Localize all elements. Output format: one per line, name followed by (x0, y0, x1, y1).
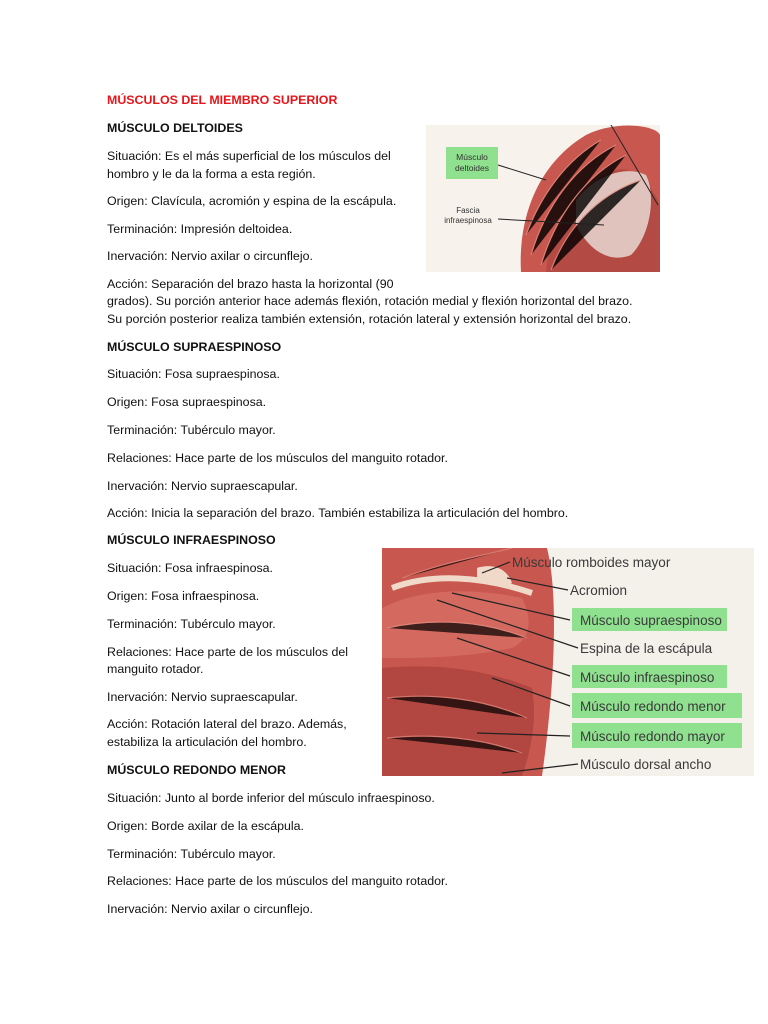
label-fascia-line2: infraespinosa (444, 216, 492, 225)
label-fascia-line1: Fascia (456, 206, 480, 215)
section-heading-infraespinoso: MÚSCULO INFRAESPINOSO (107, 533, 276, 547)
deltoides-terminacion: Terminación: Impresión deltoidea. (107, 222, 293, 236)
infraespinoso-situacion: Situación: Fosa infraespinosa. (107, 561, 273, 575)
page-title: MÚSCULOS DEL MIEMBRO SUPERIOR (107, 93, 338, 107)
supraespinoso-relaciones: Relaciones: Hace parte de los músculos del manguito rotador. (107, 451, 448, 465)
infraespinoso-accion-line1: Acción: Rotación lateral del brazo. Además, (107, 717, 347, 731)
redondo-menor-relaciones: Relaciones: Hace parte de los músculos del manguito rotador. (107, 874, 448, 888)
label-deltoides-line1: Músculo (456, 152, 488, 162)
leader-deltoides (498, 165, 546, 180)
infraespinoso-relaciones-line1: Relaciones: Hace parte de los músculos del (107, 645, 349, 659)
infraespinoso-relaciones-line2: manguito rotador. (107, 662, 204, 676)
label-supraespinoso: Músculo supraespinoso (580, 613, 722, 628)
deltoid-illustration-svg (426, 125, 660, 272)
label-redondo-mayor: Músculo redondo mayor (580, 729, 725, 744)
redondo-menor-origen: Origen: Borde axilar de la escápula. (107, 819, 304, 833)
rotator-cuff-illustration (382, 548, 754, 776)
deltoides-accion-line1: Acción: Separación del brazo hasta la horizontal (90 (107, 277, 394, 291)
redondo-menor-terminacion: Terminación: Tubérculo mayor. (107, 847, 276, 861)
deltoides-inervacion: Inervación: Nervio axilar o circunflejo. (107, 249, 313, 263)
label-deltoides-line2: deltoides (454, 163, 490, 173)
supraespinoso-accion: Acción: Inicia la separación del brazo. También estabiliza la articulación del hombro. (107, 506, 569, 520)
label-espina: Espina de la escápula (580, 641, 713, 656)
deltoides-accion-line2: grados). Su porción anterior hace además flexión, rotación medial y flexión horizontal del brazo. (107, 294, 633, 308)
deltoides-accion-line3: Su porción posterior realiza también extensión, rotación lateral y extensión horizontal del brazo. (107, 312, 632, 326)
supraespinoso-inervacion: Inervación: Nervio supraescapular. (107, 479, 298, 493)
deltoides-situacion-line1: Situación: Es el más superficial de los músculos del (107, 149, 391, 163)
supraespinoso-origen: Origen: Fosa supraespinosa. (107, 395, 267, 409)
supraespinoso-terminacion: Terminación: Tubérculo mayor. (107, 423, 276, 437)
label-acromion: Acromion (570, 583, 628, 598)
rotator-cuff-illustration-svg (382, 548, 754, 776)
label-redondo-menor: Músculo redondo menor (580, 699, 726, 714)
infraespinoso-inervacion: Inervación: Nervio supraescapular. (107, 690, 298, 704)
infraespinoso-origen: Origen: Fosa infraespinosa. (107, 589, 260, 603)
label-romboides: Músculo romboides mayor (512, 555, 671, 570)
section-heading-deltoides: MÚSCULO DELTOIDES (107, 121, 243, 135)
supraespinoso-situacion: Situación: Fosa supraespinosa. (107, 367, 280, 381)
deltoides-situacion-line2: hombro y le da la forma a esta región. (107, 167, 316, 181)
infraespinoso-accion-line2: estabiliza la articulación del hombro. (107, 735, 307, 749)
label-infraespinoso: Músculo infraespinoso (580, 670, 715, 685)
redondo-menor-inervacion: Inervación: Nervio axilar o circunflejo. (107, 902, 313, 916)
infraespinoso-terminacion: Terminación: Tubérculo mayor. (107, 617, 276, 631)
section-heading-supraespinoso: MÚSCULO SUPRAESPINOSO (107, 340, 282, 354)
label-dorsal-ancho: Músculo dorsal ancho (580, 757, 712, 772)
redondo-menor-situacion: Situación: Junto al borde inferior del músculo infraespinoso. (107, 791, 435, 805)
deltoid-illustration (426, 125, 660, 272)
deltoides-origen: Origen: Clavícula, acromión y espina de la escápula. (107, 194, 397, 208)
section-heading-redondo-menor: MÚSCULO REDONDO MENOR (107, 763, 286, 777)
teres-shape (382, 666, 534, 776)
